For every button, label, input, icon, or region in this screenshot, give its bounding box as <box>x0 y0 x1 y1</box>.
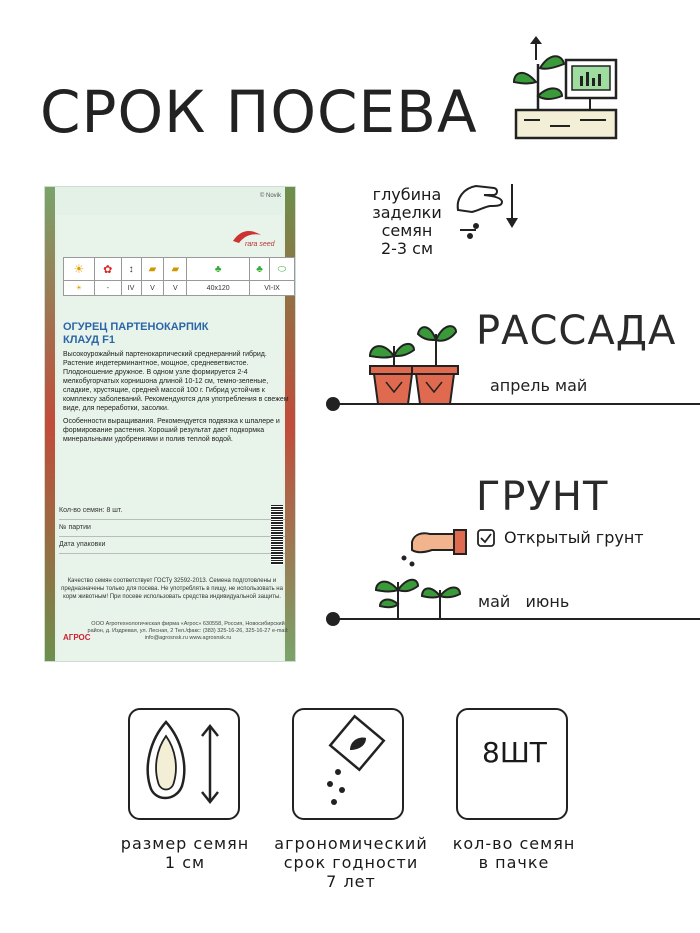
seedling-months: апрель май <box>490 376 588 395</box>
depth-line: 2-3 см <box>380 239 434 258</box>
packet-growing-notes: Особенности выращивания. Рекомендуется подвязка к шпалере и формирование растения. Хороший результат дает подкормка минеральными удобрениями и полив теплой водой. <box>63 418 280 443</box>
barcode <box>271 505 283 565</box>
seed-packet-image <box>44 186 296 662</box>
caption-line: в пачке <box>478 853 550 872</box>
sowing-icon <box>510 34 620 144</box>
ground-months: май июнь <box>478 592 570 611</box>
caption-line: 1 см <box>164 853 206 872</box>
shelf-life-box <box>292 708 404 820</box>
caption-line: агрономический <box>274 834 428 853</box>
caption-line: 7 лет <box>326 872 376 891</box>
seedling-pots-icon <box>364 316 464 408</box>
packet-copyright: © Novik <box>259 193 281 199</box>
cucumber-icon: ⬭ <box>269 258 294 281</box>
packet-sowing-table <box>63 257 295 296</box>
seed-count-box <box>456 708 568 820</box>
seed-count-value: 8ШТ <box>482 736 547 769</box>
ground-timeline <box>334 618 700 620</box>
open-ground-label: Открытый грунт <box>504 528 644 547</box>
sprout-icon: ♣ <box>187 258 250 281</box>
table-value: 40x120 <box>187 281 250 296</box>
packet-form <box>59 503 285 554</box>
form-row: Дата упаковки <box>59 537 285 554</box>
table-value: IV <box>121 281 141 296</box>
seedling-title: РАССАДА <box>476 308 677 354</box>
spacing-icon: ♣ <box>250 258 270 281</box>
seedling-packet-icon: ▰ <box>141 258 164 281</box>
packet-address: ООО Агротехнологическая фирма «Агрос» 630558, Россия, Новосибирский район, д. Издревая, ул. Лесная, 2 Тел./факс: (383) 325-16-26, 325-16-27 e-mail: info@agrosnsk.ru www.agrosnsk.ru <box>87 621 289 641</box>
seed-packet-small-icon: ▰ <box>164 258 187 281</box>
planting-hand-icon <box>372 526 472 622</box>
caption-line: кол-во семян <box>452 834 576 853</box>
seedling-timeline <box>334 403 700 405</box>
hand-sowing-icon <box>450 180 522 250</box>
checkbox-icon <box>476 528 496 548</box>
packet-product-name <box>63 321 209 347</box>
caption-line: размер семян <box>120 834 250 853</box>
sun-icon: ☀ <box>64 258 95 281</box>
packet-description: Высокоурожайный партенокарпический среднеранний гибрид. Растение индетерминантное, мощное, средневетвистое. Плодоношение дружное. В одном узле формируется 2-4 мелкобугорчатых корнишона длиной 10-12 см, темно-зеленые, сладкие, хрустящие, средней массой 100 г. Гибрид устойчив к комплексу заболеваний. Рекомендуются для употребления в свежем виде, для переработки, засолки. <box>63 351 289 412</box>
sun-cell: ☀ <box>64 281 95 296</box>
depth-icon: ↕ <box>121 258 141 281</box>
packet-quality-note: Качество семян соответствует ГОСТу 32592-2013. Семена подготовлены и предназначены только для посева. Не употреблять в пищу, не использовать на корм животным! При посеве использовать средства индивидуальной защиты. <box>61 578 283 600</box>
table-value: V <box>164 281 187 296</box>
seed-size-icon <box>130 710 238 818</box>
table-value: VI-IX <box>250 281 295 296</box>
seed-size-caption <box>110 834 260 872</box>
table-value: - <box>94 281 121 296</box>
caption-line: срок годности <box>283 853 419 872</box>
seed-bag-icon <box>294 710 402 818</box>
agros-logo: АГРОС <box>63 633 91 642</box>
seed-size-box <box>128 708 240 820</box>
seed-count-caption <box>436 834 592 872</box>
packet-left-strip <box>45 187 55 661</box>
flower-icon: ✿ <box>94 258 121 281</box>
form-row: Кол-во семян: 8 шт. <box>59 503 285 520</box>
page-title: СРОК ПОСЕВА <box>40 78 478 146</box>
shelf-life-caption <box>266 834 436 891</box>
depth-label <box>368 186 446 258</box>
depth-line: глубина <box>372 185 442 204</box>
table-value: V <box>141 281 164 296</box>
ground-title: ГРУНТ <box>476 474 609 520</box>
packet-brand: rara seed <box>245 241 275 248</box>
form-row: № партии <box>59 520 285 537</box>
product-name-line1: ОГУРЕЦ ПАРТЕНОКАРПИК <box>63 321 209 333</box>
depth-line: семян <box>381 221 433 240</box>
depth-line: заделки <box>372 203 442 222</box>
product-name-line2: КЛАУД F1 <box>63 334 115 346</box>
